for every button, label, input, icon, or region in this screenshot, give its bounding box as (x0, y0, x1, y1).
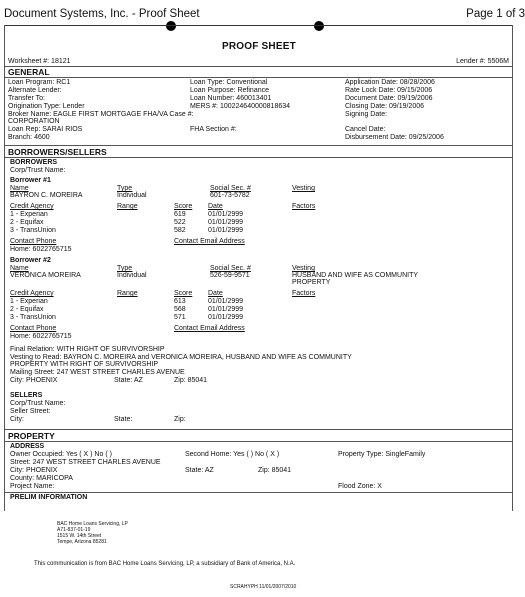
borrower-1-type-header: Type (117, 185, 133, 192)
borrower-1-credit-date: 01/01/2999 (208, 211, 244, 218)
borrower-1-date-header: Date (208, 203, 223, 210)
borrower-2-credit-score: 613 (174, 298, 186, 305)
scan-id: SCRAHYPH 11/01/2007/2010 (230, 584, 297, 590)
borrower-1-credit-header: Credit Agency (10, 203, 54, 210)
loan-program: Loan Program: RC1 (8, 79, 71, 86)
borrower-1-score-header: Score (174, 203, 193, 210)
top-border (4, 25, 513, 26)
borrowers-heading-rule (4, 157, 513, 158)
borrower-1-credit-score: 522 (174, 219, 186, 226)
mailing-street: Mailing Street: 247 WEST STREET CHARLES AVENUE (10, 369, 185, 376)
borrower-1-credit-score: 619 (174, 211, 186, 218)
property-city: City: PHOENIX (10, 467, 58, 474)
property-state: State: AZ (185, 467, 214, 474)
worksheet-number: Worksheet #: 18121 (8, 58, 71, 65)
borrower-1-phone: Home: 6022765715 (10, 246, 72, 253)
sellers-subheading: SELLERS (10, 392, 43, 399)
property-zip: Zip: 85041 (258, 467, 292, 474)
borrower-2-phone: Home: 6022765715 (10, 333, 72, 340)
closing-date: Closing Date: 09/19/2006 (345, 103, 424, 110)
property-top-rule (4, 429, 513, 430)
property-type: Property Type: SingleFamily (338, 451, 426, 458)
borrower-1-credit-date: 01/01/2999 (208, 219, 244, 226)
borrower-2-type-header: Type (117, 265, 133, 272)
mailing-zip: Zip: 85041 (174, 377, 208, 384)
borrowers-top-rule (4, 145, 513, 146)
borrower-1-heading: Borrower #1 (10, 177, 51, 184)
right-border (512, 25, 513, 511)
borrower-2-credit-date: 01/01/2999 (208, 314, 244, 321)
borrower-2-credit-header: Credit Agency (10, 290, 54, 297)
general-heading-rule (4, 77, 513, 78)
signing-date: Signing Date: (345, 111, 388, 118)
borrower-2-vesting: HUSBAND AND WIFE AS COMMUNITY (292, 272, 419, 279)
borrower-2-factors-header: Factors (292, 290, 316, 297)
address-subheading: ADDRESS (10, 443, 45, 450)
borrower-1-range-header: Range (117, 203, 138, 210)
fha-section: FHA Section #: (190, 126, 237, 133)
second-home: Second Home: Yes ( ) No ( X ) (185, 451, 280, 458)
general-top-rule (4, 66, 513, 67)
transfer-to: Transfer To: (8, 95, 45, 102)
prelim-rule (4, 492, 513, 493)
broker-name-cont: CORPORATION (8, 118, 60, 125)
final-relation: Final Relation: WITH RIGHT OF SURVIVORSHIP (10, 346, 165, 353)
loan-number: Loan Number: 460013401 (190, 95, 272, 102)
borrowers-subheading: BORROWERS (10, 159, 58, 166)
broker-name: Broker Name: EAGLE FIRST MORTGAGE FHA/VA Case #: (8, 111, 194, 118)
property-heading: PROPERTY (8, 431, 55, 441)
borrower-2-credit-agency: 3 - TransUnion (10, 314, 56, 321)
borrower-1-ssn-header: Social Sec. # (210, 185, 251, 192)
borrower-1-type: Individual (117, 192, 147, 199)
mailing-state: State: AZ (114, 377, 143, 384)
owner-occupied: Owner Occupied: Yes ( X ) No ( ) (10, 451, 112, 458)
property-street: Street: 247 WEST STREET CHARLES AVENUE (10, 459, 161, 466)
general-heading: GENERAL (8, 67, 50, 77)
borrower-2-name: VERONICA MOREIRA (10, 272, 81, 279)
project-name: Project Name: (10, 483, 55, 490)
borrowers-sellers-heading: BORROWERS/SELLERS (8, 147, 107, 157)
branch: Branch: 4600 (8, 134, 50, 141)
mers-number: MERS #: 100224640000818634 (190, 103, 291, 110)
borrower-2-type: Individual (117, 272, 147, 279)
borrower-1-credit-agency: 3 - TransUnion (10, 227, 56, 234)
property-county: County: MARICOPA (10, 475, 73, 482)
servicer-name: BAC Home Loans Servicing, LP (57, 521, 128, 527)
lender-number: Lender #: 5506M (456, 58, 509, 65)
loan-rep: Loan Rep: SARAI RIOS (8, 126, 83, 133)
borrower-2-ssn: 526-59-9571 (210, 272, 250, 279)
borrower-2-phone-header: Contact Phone (10, 325, 57, 332)
borrower-1-credit-score: 582 (174, 227, 186, 234)
disbursement-date: Disbursement Date: 09/25/2006 (345, 134, 444, 141)
borrower-1-credit-date: 01/01/2999 (208, 227, 244, 234)
borrower-2-vesting-header: Vesting (292, 265, 315, 272)
page-title: PROOF SHEET (222, 41, 296, 52)
borrower-1-email-header: Contact Email Address (174, 238, 245, 245)
borrower-2-credit-agency: 1 - Experian (10, 298, 48, 305)
origination-type: Origination Type: Lender (8, 103, 85, 110)
borrower-2-credit-date: 01/01/2999 (208, 298, 244, 305)
borrower-1-credit-agency: 1 - Experian (10, 211, 48, 218)
borrower-1-ssn: 601-73-5782 (210, 192, 250, 199)
borrower-1-name: BAYRON C. MOREIRA (10, 192, 83, 199)
borrower-1-phone-header: Contact Phone (10, 238, 57, 245)
loan-type: Loan Type: Conventional (190, 79, 268, 86)
proof-sheet-header-title: Document Systems, Inc. - Proof Sheet (4, 8, 200, 20)
borrower-1-name-header: Name (10, 185, 29, 192)
borrower-2-score-header: Score (174, 290, 193, 297)
seller-state: State: (114, 416, 133, 423)
servicer-street: 1515 W. 14th Street (57, 533, 102, 539)
borrower-2-credit-date: 01/01/2999 (208, 306, 244, 313)
seller-street: Seller Street: (10, 408, 51, 415)
seller-city: City: (10, 416, 24, 423)
borrower-2-date-header: Date (208, 290, 223, 297)
servicer-city: Tempe, Arizona 85281 (57, 539, 107, 545)
borrower-2-credit-score: 568 (174, 306, 186, 313)
borrower-1-factors-header: Factors (292, 203, 316, 210)
page-number-label: Page 1 of 3 (466, 8, 525, 20)
borrower-2-name-header: Name (10, 265, 29, 272)
alternate-lender: Alternate Lender: (8, 87, 62, 94)
mailing-city: City: PHOENIX (10, 377, 58, 384)
borrower-2-email-header: Contact Email Address (174, 325, 245, 332)
servicer-code: A71-837-01-19 (57, 527, 91, 533)
corp-trust-name: Corp/Trust Name: (10, 167, 66, 174)
borrower-1-vesting-header: Vesting (292, 185, 315, 192)
borrower-2-heading: Borrower #2 (10, 257, 51, 264)
borrower-2-credit-agency: 2 - Equifax (10, 306, 44, 313)
vesting-to-read-cont: PROPERTY WITH RIGHT OF SURVIVORSHIP (10, 361, 159, 368)
document-date: Document Date: 09/19/2006 (345, 95, 433, 102)
application-date: Application Date: 08/28/2006 (345, 79, 435, 86)
left-border (4, 25, 5, 511)
borrower-2-range-header: Range (117, 290, 138, 297)
seller-corp-trust-name: Corp/Trust Name: (10, 400, 66, 407)
rate-lock-date: Rate Lock Date: 09/15/2006 (345, 87, 433, 94)
property-heading-rule (4, 441, 513, 442)
cancel-date: Cancel Date: (345, 126, 386, 133)
footer-notice: This communication is from BAC Home Loans Servicing, LP, a subsidiary of Bank of America, N.A. (34, 561, 296, 567)
prelim-information-heading: PRELIM INFORMATION (10, 494, 88, 501)
seller-zip: Zip: (174, 416, 186, 423)
loan-purpose: Loan Purpose: Refinance (190, 87, 269, 94)
borrower-2-ssn-header: Social Sec. # (210, 265, 251, 272)
borrower-2-credit-score: 571 (174, 314, 186, 321)
borrower-2-vesting-cont: PROPERTY (292, 279, 331, 286)
vesting-to-read: Vesting to Read: BAYRON C. MOREIRA and VERONICA MOREIRA, HUSBAND AND WIFE AS COMMUNITY (10, 354, 352, 361)
borrower-1-credit-agency: 2 - Equifax (10, 219, 44, 226)
proof-sheet-document (4, 25, 513, 511)
flood-zone: Flood Zone: X (338, 483, 382, 490)
